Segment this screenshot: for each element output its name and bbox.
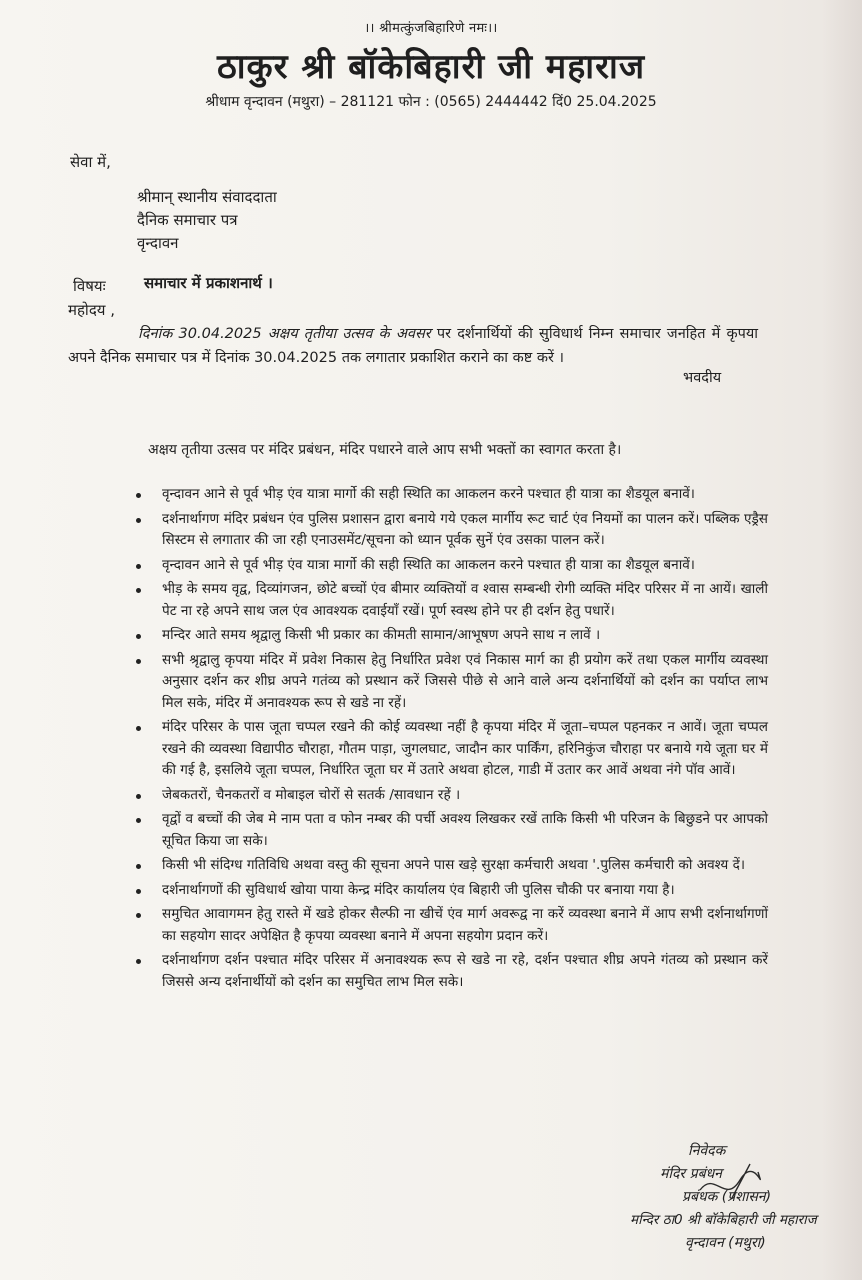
address-line: श्रीधाम वृन्दावन (मथुरा) – 281121 फोन : (0565) 2444442 दिं0 25.04.2025 [205, 94, 657, 110]
recipient-block [137, 186, 277, 255]
signature-line: वृन्दावन (मथुरा) [685, 1235, 766, 1251]
seva-label: सेवा में, [70, 153, 111, 171]
closing-bhavadiya: भवदीय [683, 370, 722, 386]
list-item: समुचित आवागमन हेतु रास्ते में खडे होकर सैल्फी ना खीचें एंव मार्ग अवरूद्व ना करें व्यवस्था बनाने में आप सभी दर्शनार्थागणों का सहयोग सादर अपेक्षित है कृपया व्यवस्था बनाने में अपना सहयोग प्रदान करें। [118, 904, 768, 947]
signature-line: निवेदक [688, 1143, 726, 1159]
intro-italic: दिनांक 30.04.2025 अक्षय तृतीया उत्सव के अवसर [138, 326, 431, 342]
list-item: वृद्वों व बच्चों की जेब मे नाम पता व फोन नम्बर की पर्ची अवश्य लिखकर रखें ताकि किसी भी परिजन के बिछुडने पर आपको सूचित किया जा सके। [118, 809, 768, 852]
list-item: दर्शनार्थागण दर्शन पश्चात मंदिर परिसर में अनावश्यक रूप से खडे ना रहे, दर्शन पश्चात शीघ्र अपने गंतव्य को प्रस्थान करें जिससे अन्य दर्शनार्थीयों को दर्शन का समुचित लाभ मिल सके। [118, 950, 768, 993]
signature-line: प्रबंधक (प्रशासन) [682, 1189, 772, 1205]
organization-title: ठाकुर श्री बॉकेबिहारी जी महाराज [216, 47, 646, 87]
intro-rest: पर दर्शनार्थियों की सुविधार्थ निम्न समाचार जनहित में कृपया अपने दैनिक समाचार पत्र में दिनांक 30.04.2025 तक लगातार प्रकाशित कराने का कष्ट करें । [68, 326, 758, 366]
list-item: दर्शनार्थागण मंदिर प्रबंधन एंव पुलिस प्रशासन द्वारा बनाये गये एकल मार्गीय रूट चार्ट एंव नियमों का पालन करें। पब्लिक एड्रैस सिस्टम से लगातार की जा रही एनाउसमेंट/सूचना को ध्यान पूर्वक सुनें एंव उसका पालन करें। [118, 509, 768, 552]
list-item: सभी श्रृद्वालु कृपया मंदिर में प्रवेश निकास हेतु निर्धारित प्रवेश एवं निकास मार्ग का ही प्रयोग करें तथा एकल मार्गीय व्यवस्था अनुसार दर्शन कर शीघ्र अपने गतंव्य को प्रस्थान करें जिससे पीछे से आने वाले अन्य दर्शनार्थियों को दर्शन का पर्याप्त लाभ मिल सके, मंदिर में अनावश्यक रूप से खडे ना रहें। [118, 650, 768, 715]
subject-label: विषयः [73, 277, 106, 295]
signature-line: मंदिर प्रबंधन [660, 1166, 722, 1182]
page-edge-shadow [822, 0, 862, 1280]
list-item: मन्दिर आते समय श्रृद्वालु किसी भी प्रकार का कीमती सामान/आभूषण अपने साथ न लावें । [118, 625, 768, 647]
signature-block [630, 1140, 840, 1255]
recipient-line: श्रीमान् स्थानीय संवाददाता [137, 188, 277, 206]
signature-line: मन्दिर ठा0 श्री बॉकेबिहारी जी महाराज [630, 1212, 817, 1228]
list-item: किसी भी संदिग्ध गतिविधि अथवा वस्तु की सूचना अपने पास खड़े सुरक्षा कर्मचारी अथवा '.पुलिस कर्मचारी को अवश्य दें। [118, 855, 768, 877]
intro-paragraph [68, 322, 758, 370]
list-item: दर्शनार्थागणों की सुविधार्थ खोया पाया केन्द्र मंदिर कार्यालय एंव बिहारी जी पुलिस चौकी पर बनाया गया है। [118, 880, 768, 902]
notice-lead: अक्षय तृतीया उत्सव पर मंदिर प्रबंधन, मंदिर पधारने वाले आप सभी भक्तों का स्वागत करता है। [148, 442, 622, 458]
salutation: महोदय , [68, 301, 116, 319]
list-item: वृन्दावन आने से पूर्व भीड़ एंव यात्रा मार्गो की सही स्थिति का आकलन करने पश्चात ही यात्रा का शैडयूल बनावें। [118, 484, 768, 506]
list-item: जेबकतरों, चैनकतरों व मोबाइल चोरों से सतर्क /सावधान रहें । [118, 785, 768, 807]
recipient-line: दैनिक समाचार पत्र [137, 211, 238, 229]
invocation-line: ।। श्रीमत्कुंजबिहारिणे नमः।। [364, 21, 498, 36]
subject-text: समाचार में प्रकाशनार्थ । [144, 274, 273, 292]
recipient-line: वृन्दावन [137, 234, 179, 252]
list-item: मंदिर परिसर के पास जूता चप्पल रखने की कोई व्यवस्था नहीं है कृपया मंदिर में जूता–चप्पल पहनकर न आवें। जूता चप्पल रखने की व्यवस्था विद्यापीठ चौराहा, गौतम पाड़ा, जुगलघाट, जादौन कार पार्किंग, हरिनिकुंज चौराहा पर बनाये गये जूता घर में की गई है, इसलिये जूता चप्पल, निर्धारित जूता घर में उतारे अथवा होटल, गाडी में उतार कर आवें अथवा नंगे पॉव आवें। [118, 717, 768, 782]
list-item: भीड़ के समय वृद्व, दिव्यांगजन, छोटे बच्चों एंव बीमार व्यक्तियों व श्वास सम्बन्धी रोगी व्यक्ति मंदिर परिसर में ना आयें। खाली पेट ना रहे अपने साथ जल एंव आवश्यक दवाईयाँ रखें। पूर्ण स्वस्थ होने पर ही दर्शन हेतु पधारें। [118, 579, 768, 622]
notice-points-list [118, 484, 768, 996]
list-item: वृन्दावन आने से पूर्व भीड़ एंव यात्रा मार्गो की सही स्थिति का आकलन करने पश्चात ही यात्रा का शैडयूल बनावें। [118, 555, 768, 577]
